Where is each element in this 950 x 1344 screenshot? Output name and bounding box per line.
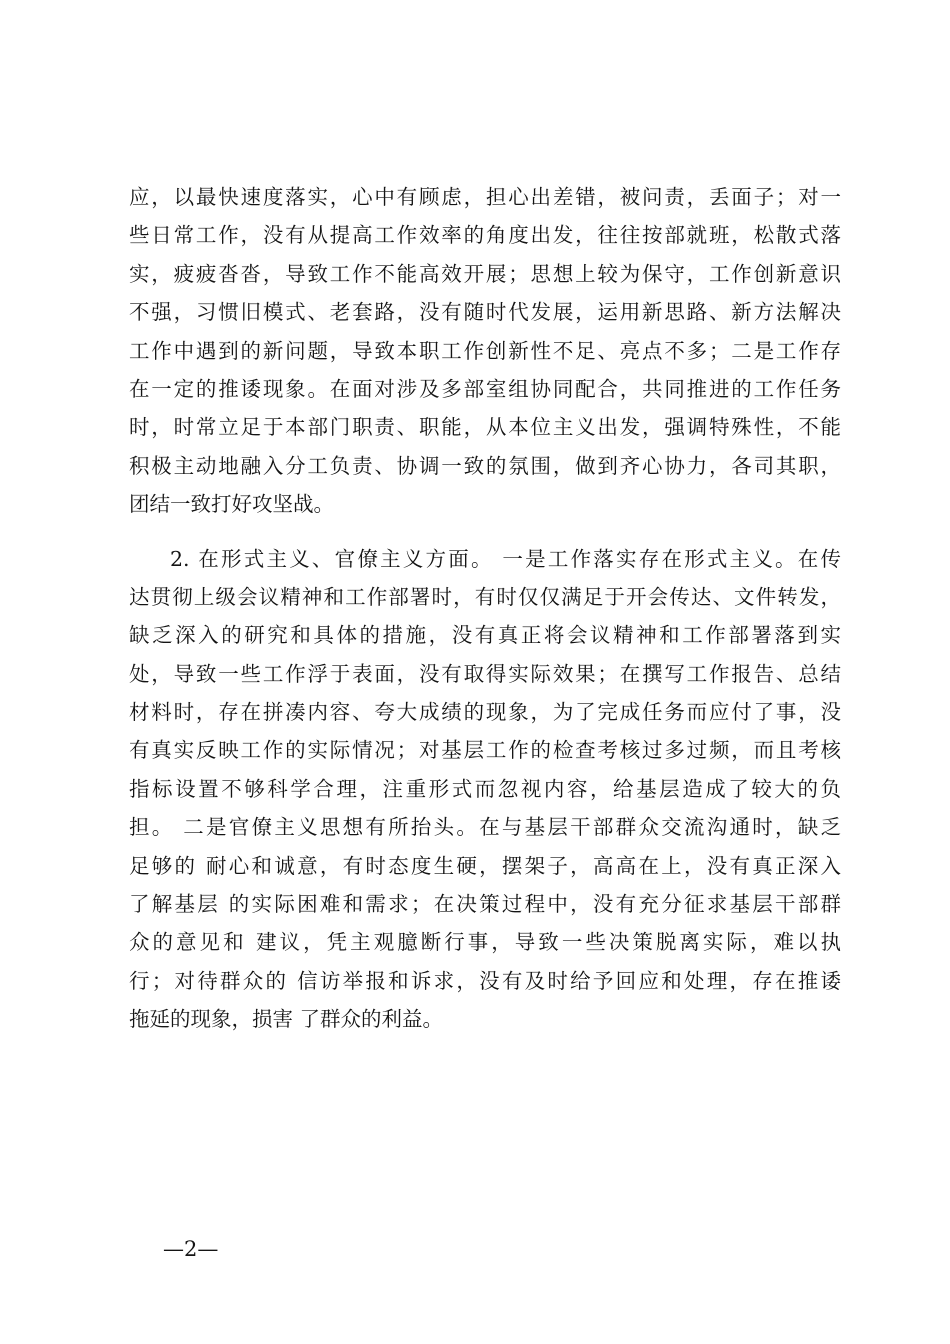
text-line: 2. 在形式主义、官僚主义方面。 一是工作落实存在形式主义。在传 — [170, 546, 841, 571]
paragraph-2 — [129, 540, 841, 1039]
text-line: 足够的 耐心和诚意，有时态度生硬，摆架子，高高在上，没有真正深入 — [129, 853, 841, 878]
text-line: 积极主动地融入分工负责、协调一致的氛围，做到齐心协力，各司其职， — [129, 453, 841, 478]
text-line: 不强，习惯旧模式、老套路，没有随时代发展，运用新思路、新方法解决 — [129, 300, 841, 325]
text-line: 些日常工作，没有从提高工作效率的角度出发，往往按部就班，松散式落 — [129, 223, 841, 248]
text-line: 行；对待群众的 信访举报和诉求，没有及时给予回应和处理，存在推诿 — [129, 968, 841, 993]
text-line: 担。 二是官僚主义思想有所抬头。在与基层干部群众交流沟通时，缺乏 — [129, 815, 841, 840]
text-line: 众的意见和 建议，凭主观臆断行事，导致一些决策脱离实际，难以执 — [129, 930, 841, 955]
text-line: 处，导致一些工作浮于表面，没有取得实际效果；在撰写工作报告、总结 — [129, 661, 841, 686]
page-number: —2— — [163, 1237, 219, 1261]
text-line: 了解基层 的实际困难和需求；在决策过程中，没有充分征求基层干部群 — [129, 892, 841, 917]
text-line: 达贯彻上级会议精神和工作部署时，有时仅仅满足于开会传达、文件转发， — [129, 584, 841, 609]
text-line: 团结一致打好攻坚战。 — [129, 492, 334, 517]
text-line: 应，以最快速度落实，心中有顾虑，担心出差错，被问责，丢面子；对一 — [129, 185, 841, 209]
text-line: 材料时，存在拼凑内容、夸大成绩的现象，为了完成任务而应付了事，没 — [129, 700, 841, 725]
text-line: 时，时常立足于本部门职责、职能，从本位主义出发，强调特殊性，不能 — [129, 415, 841, 440]
text-line: 拖延的现象，损害 了群众的利益。 — [129, 1007, 444, 1032]
document-body — [129, 178, 841, 1039]
text-line: 工作中遇到的新问题，导致本职工作创新性不足、亮点不多；二是工作存 — [129, 338, 841, 363]
text-line: 有真实反映工作的实际情况；对基层工作的检查考核过多过频，而且考核 — [129, 738, 841, 763]
paragraph-1 — [129, 178, 841, 524]
text-line: 在一定的推诿现象。在面对涉及多部室组协同配合，共同推进的工作任务 — [129, 376, 841, 401]
text-line: 缺乏深入的研究和具体的措施，没有真正将会议精神和工作部署落到实 — [129, 623, 841, 648]
text-line: 实，疲疲沓沓，导致工作不能高效开展；思想上较为保守，工作创新意识 — [129, 261, 841, 286]
paragraph-gap — [129, 524, 841, 540]
text-line: 指标设置不够科学合理，注重形式而忽视内容，给基层造成了较大的负 — [129, 776, 841, 801]
